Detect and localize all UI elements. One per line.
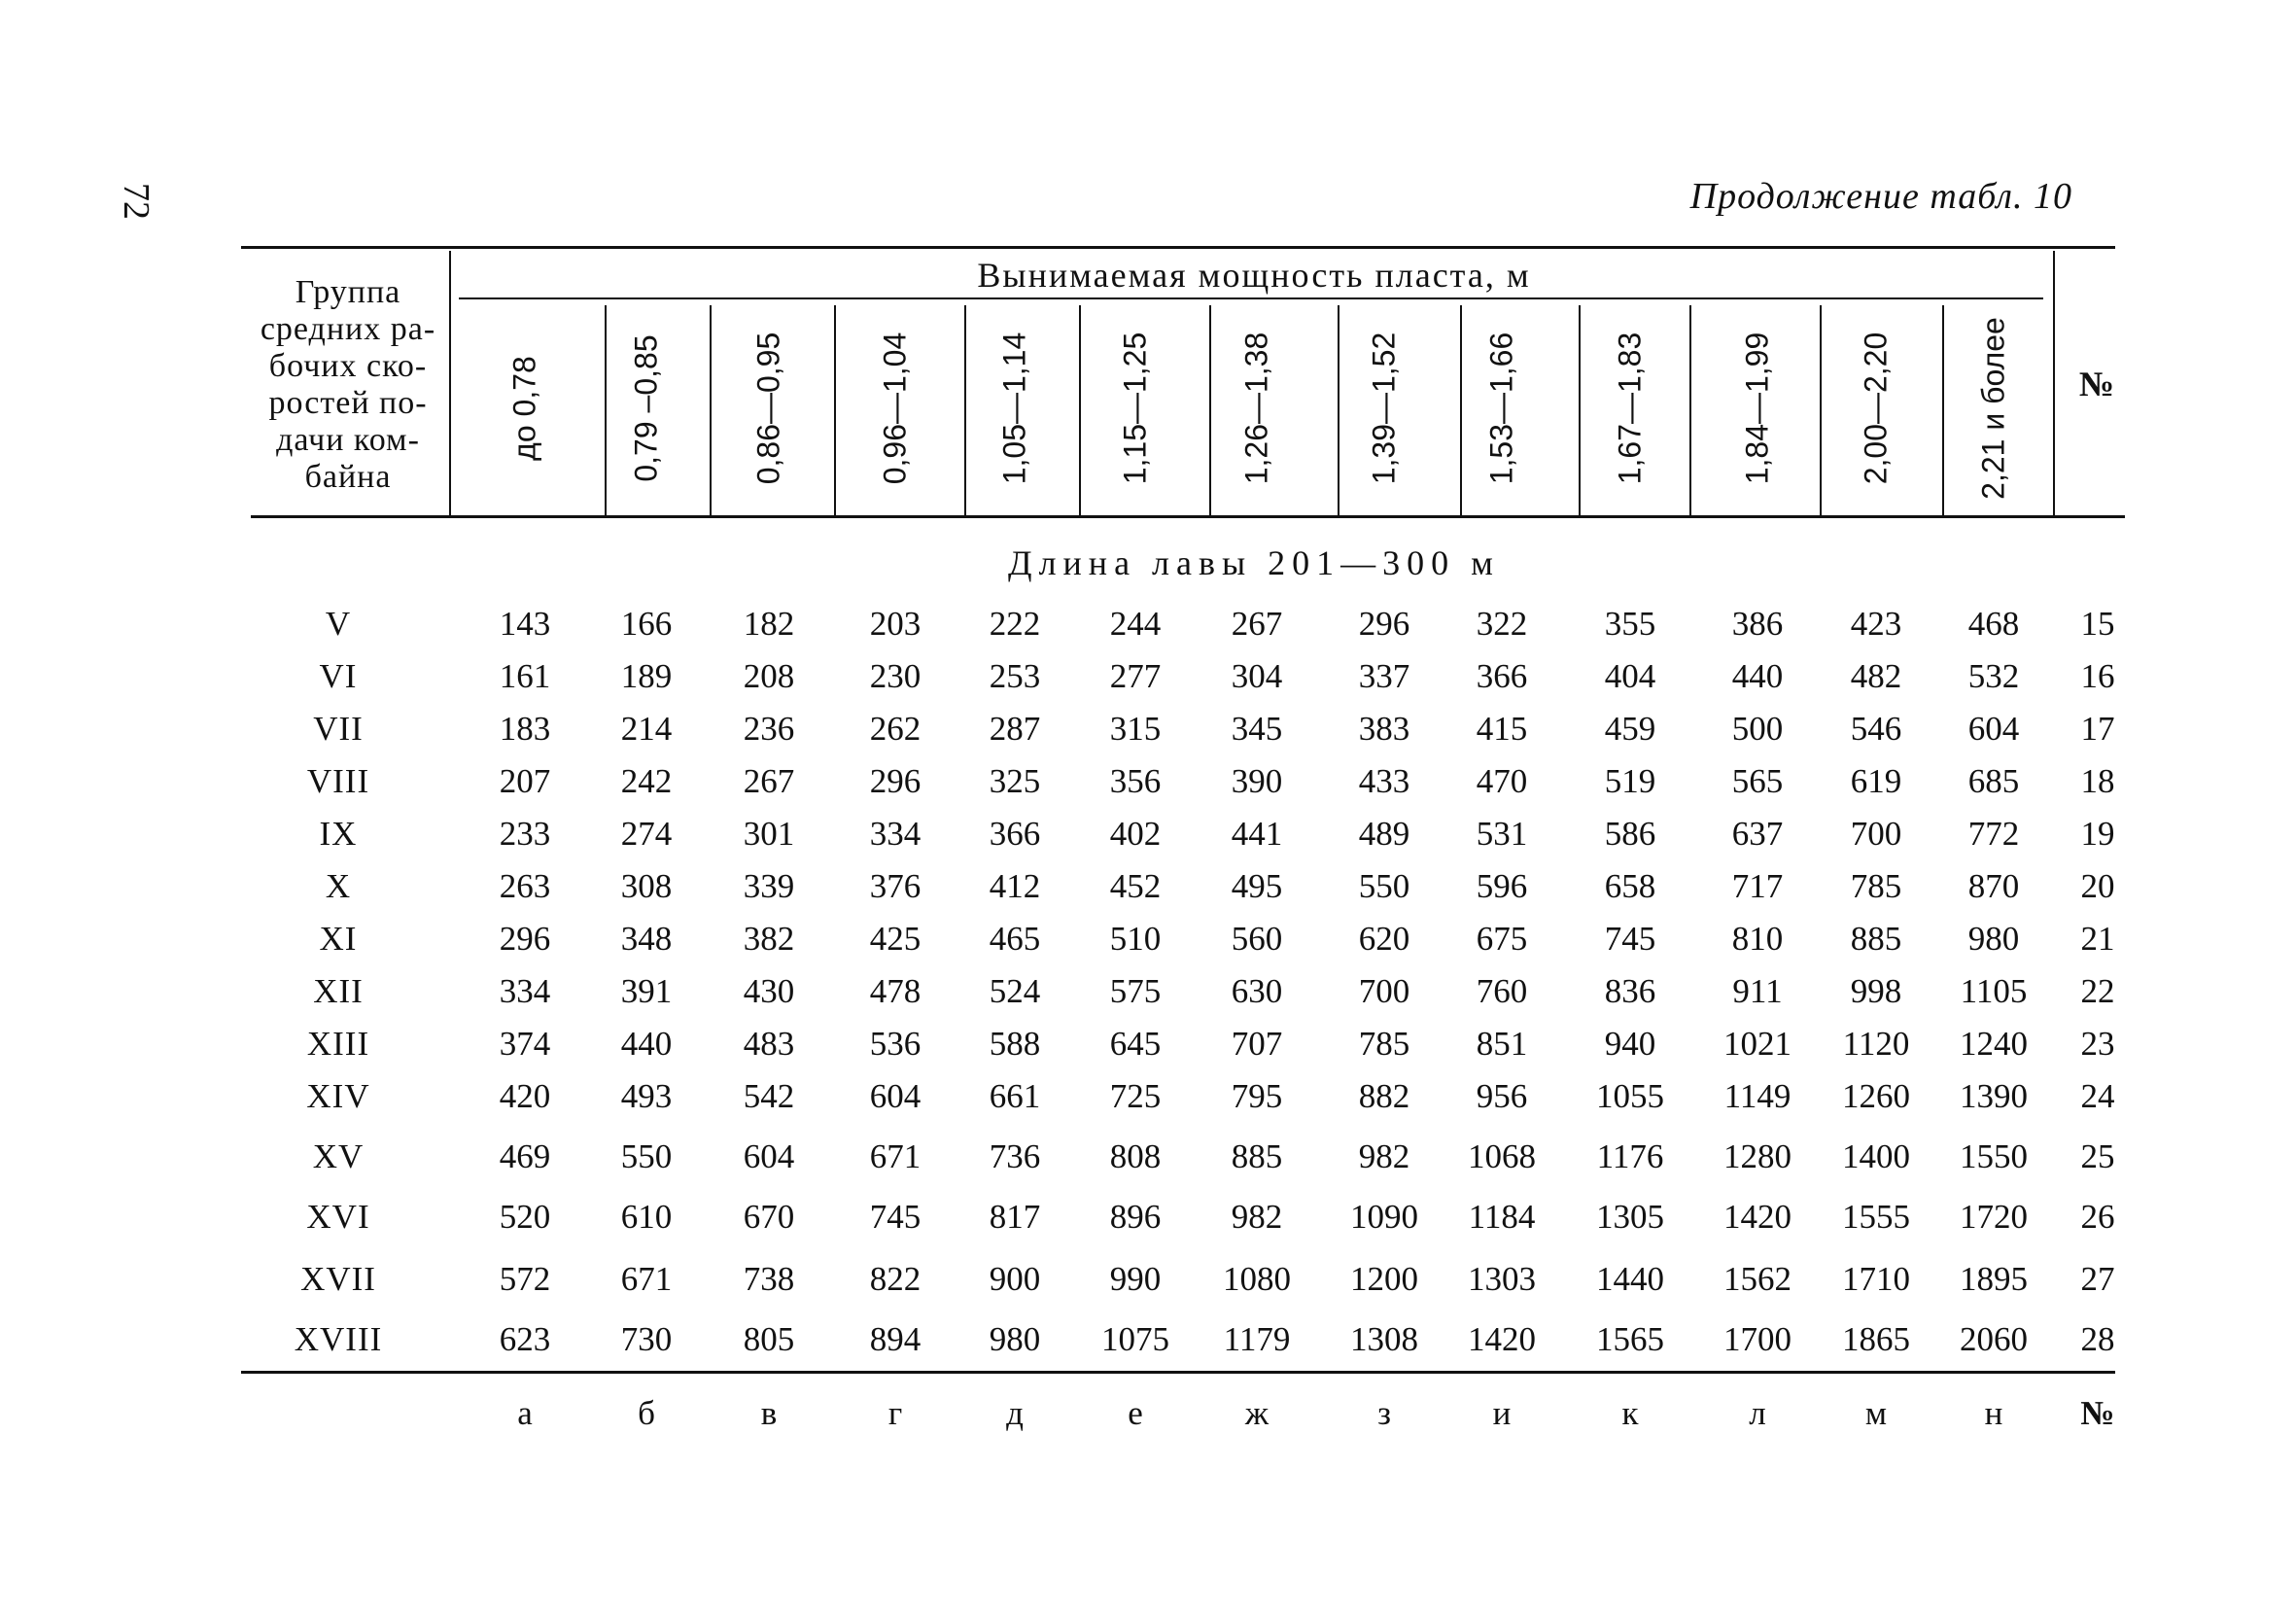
value-cell: 1184 [1468,1198,1536,1236]
value-cell: 161 [499,657,551,695]
column-letter: а [517,1394,533,1432]
value-cell: 236 [743,710,795,748]
value-cell: 415 [1476,710,1528,748]
thickness-column-label: 1,15—1,25 [1117,332,1153,485]
column-letter: г [887,1394,903,1432]
value-cell: 1555 [1842,1198,1910,1236]
value-cell: 301 [743,815,795,853]
group-label: XVI [306,1198,370,1236]
thickness-column-label: 1,67—1,83 [1612,332,1648,485]
group-column-header [251,274,445,496]
table-row [0,972,2296,1011]
value-cell: 1090 [1350,1198,1418,1236]
row-number: 18 [2080,762,2115,800]
column-divider [1820,305,1822,515]
value-cell: 1308 [1350,1320,1418,1358]
value-cell: 885 [1850,920,1902,958]
value-cell: 670 [743,1198,795,1236]
value-cell: 661 [989,1077,1041,1115]
value-cell: 700 [1358,972,1410,1010]
value-cell: 495 [1231,867,1283,905]
value-cell: 376 [869,867,922,905]
table-row [0,1198,2296,1237]
value-cell: 230 [869,657,922,695]
value-cell: 542 [743,1077,795,1115]
value-cell: 296 [869,762,922,800]
value-cell: 510 [1109,920,1162,958]
value-cell: 478 [869,972,922,1010]
value-cell: 671 [620,1260,673,1298]
value-cell: 296 [499,920,551,958]
group-label: XIII [306,1025,370,1063]
column-letter: б [638,1394,655,1432]
value-cell: 308 [620,867,673,905]
value-cell: 896 [1109,1198,1162,1236]
value-cell: 404 [1604,657,1656,695]
value-cell: 1149 [1723,1077,1792,1115]
value-cell: 423 [1850,605,1902,643]
row-number: 15 [2080,605,2115,643]
value-cell: 1562 [1723,1260,1792,1298]
value-cell: 604 [743,1137,795,1175]
value-cell: 565 [1731,762,1784,800]
value-cell: 575 [1109,972,1162,1010]
column-divider [605,305,607,515]
group-label: XIV [306,1077,370,1115]
group-col-divider [449,251,451,515]
value-cell: 383 [1358,710,1410,748]
row-number: 17 [2080,710,2115,748]
value-cell: 1240 [1960,1025,2028,1063]
value-cell: 337 [1358,657,1410,695]
value-cell: 325 [989,762,1041,800]
value-cell: 214 [620,710,673,748]
value-cell: 1440 [1596,1260,1664,1298]
value-cell: 465 [989,920,1041,958]
section-title: Длина лавы 201—300 м [1008,543,1500,582]
value-cell: 433 [1358,762,1410,800]
value-cell: 1280 [1723,1137,1792,1175]
value-cell: 469 [499,1137,551,1175]
value-cell: 483 [743,1025,795,1063]
value-cell: 348 [620,920,673,958]
value-cell: 277 [1109,657,1162,695]
value-cell: 998 [1850,972,1902,1010]
row-number: 28 [2080,1320,2115,1358]
value-cell: 760 [1476,972,1528,1010]
value-cell: 430 [743,972,795,1010]
value-cell: 894 [869,1320,922,1358]
value-cell: 274 [620,815,673,853]
value-cell: 956 [1476,1077,1528,1115]
value-cell: 402 [1109,815,1162,853]
thickness-column-label: 2,00—2,20 [1858,332,1894,485]
value-cell: 817 [989,1198,1041,1236]
value-cell: 459 [1604,710,1656,748]
value-cell: 452 [1109,867,1162,905]
value-cell: 736 [989,1137,1041,1175]
table-row [0,710,2296,749]
table-row [0,1077,2296,1116]
table-row [0,1025,2296,1064]
value-cell: 391 [620,972,673,1010]
value-cell: 207 [499,762,551,800]
value-cell: 980 [989,1320,1041,1358]
column-letter: в [760,1394,778,1432]
row-number: 27 [2080,1260,2115,1298]
page-number: 72 [116,183,157,220]
value-cell: 1700 [1723,1320,1792,1358]
column-letter: л [1749,1394,1766,1432]
value-cell: 468 [1967,605,2020,643]
value-cell: 440 [620,1025,673,1063]
row-number: 23 [2080,1025,2115,1063]
value-cell: 911 [1732,972,1783,1010]
value-cell: 345 [1231,710,1283,748]
value-cell: 390 [1231,762,1283,800]
group-header-line: ростей по- [268,385,428,421]
value-cell: 730 [620,1320,673,1358]
column-divider [1338,305,1339,515]
value-cell: 166 [620,605,673,643]
value-cell: 500 [1731,710,1784,748]
value-cell: 263 [499,867,551,905]
body-bottom-rule [241,1371,2115,1374]
value-cell: 489 [1358,815,1410,853]
value-cell: 374 [499,1025,551,1063]
value-cell: 738 [743,1260,795,1298]
value-cell: 482 [1850,657,1902,695]
value-cell: 441 [1231,815,1283,853]
table-row [0,920,2296,959]
value-cell: 707 [1231,1025,1283,1063]
value-cell: 604 [869,1077,922,1115]
thickness-super-header: Вынимаемая мощность пласта, м [977,256,1531,295]
value-cell: 885 [1231,1137,1283,1175]
value-cell: 596 [1476,867,1528,905]
value-cell: 1260 [1842,1077,1910,1115]
value-cell: 546 [1850,710,1902,748]
column-divider [1942,305,1944,515]
value-cell: 836 [1604,972,1656,1010]
value-cell: 1200 [1350,1260,1418,1298]
table-row [0,867,2296,906]
value-cell: 536 [869,1025,922,1063]
value-cell: 900 [989,1260,1041,1298]
value-cell: 532 [1967,657,2020,695]
value-cell: 623 [499,1320,551,1358]
value-cell: 1390 [1960,1077,2028,1115]
column-letter: н [1984,1394,2003,1432]
thickness-column-label: 1,05—1,14 [996,332,1032,485]
column-letter: и [1492,1394,1512,1432]
group-label: VI [319,657,358,695]
group-label: X [325,867,352,905]
value-cell: 524 [989,972,1041,1010]
group-header-line: байна [304,459,392,495]
value-cell: 810 [1731,920,1784,958]
value-cell: 242 [620,762,673,800]
column-letter: м [1864,1394,1888,1432]
value-cell: 244 [1109,605,1162,643]
group-label: IX [319,815,358,853]
value-cell: 725 [1109,1077,1162,1115]
value-cell: 1080 [1223,1260,1291,1298]
column-letter: е [1128,1394,1143,1432]
row-number: 19 [2080,815,2115,853]
value-cell: 470 [1476,762,1528,800]
value-cell: 1303 [1468,1260,1536,1298]
group-label: V [325,605,352,643]
value-cell: 493 [620,1077,673,1115]
value-cell: 183 [499,710,551,748]
value-cell: 267 [1231,605,1283,643]
value-cell: 1710 [1842,1260,1910,1298]
value-cell: 982 [1358,1137,1410,1175]
number-column-header: № [2078,365,2115,403]
thickness-column-label: 0,96—1,04 [877,332,913,485]
footer-number-label: № [2080,1394,2115,1432]
value-cell: 550 [1358,867,1410,905]
header-bottom-rule [251,515,2125,518]
value-cell: 685 [1967,762,2020,800]
value-cell: 675 [1476,920,1528,958]
thickness-column-label: 1,53—1,66 [1483,332,1519,485]
row-number: 22 [2080,972,2115,1010]
column-divider [964,305,966,515]
value-cell: 610 [620,1198,673,1236]
table-row [0,605,2296,644]
table-row [0,1260,2296,1299]
value-cell: 355 [1604,605,1656,643]
value-cell: 882 [1358,1077,1410,1115]
value-cell: 717 [1731,867,1784,905]
value-cell: 785 [1850,867,1902,905]
value-cell: 822 [869,1260,922,1298]
value-cell: 382 [743,920,795,958]
column-letter: з [1377,1394,1391,1432]
value-cell: 805 [743,1320,795,1358]
value-cell: 1305 [1596,1198,1664,1236]
value-cell: 1179 [1223,1320,1291,1358]
value-cell: 519 [1604,762,1656,800]
value-cell: 1895 [1960,1260,2028,1298]
value-cell: 315 [1109,710,1162,748]
group-label: VII [313,710,364,748]
column-divider [1079,305,1081,515]
value-cell: 619 [1850,762,1902,800]
value-cell: 356 [1109,762,1162,800]
group-label: XII [313,972,364,1010]
value-cell: 1105 [1960,972,2028,1010]
value-cell: 588 [989,1025,1041,1063]
thickness-column-label: 0,79 –0,85 [628,334,664,482]
value-cell: 1420 [1468,1320,1536,1358]
value-cell: 980 [1967,920,2020,958]
super-head-rule [459,297,2043,299]
value-cell: 745 [1604,920,1656,958]
group-label: VIII [306,762,370,800]
value-cell: 700 [1850,815,1902,853]
row-number: 21 [2080,920,2115,958]
row-number: 26 [2080,1198,2115,1236]
value-cell: 386 [1731,605,1784,643]
value-cell: 304 [1231,657,1283,695]
value-cell: 222 [989,605,1041,643]
value-cell: 1550 [1960,1137,2028,1175]
value-cell: 233 [499,815,551,853]
value-cell: 366 [1476,657,1528,695]
value-cell: 645 [1109,1025,1162,1063]
thickness-column-label: до 0,78 [506,356,542,461]
value-cell: 520 [499,1198,551,1236]
value-cell: 420 [499,1077,551,1115]
value-cell: 990 [1109,1260,1162,1298]
value-cell: 772 [1967,815,2020,853]
group-header-line: дачи ком- [276,422,420,458]
value-cell: 189 [620,657,673,695]
table-caption: Продолжение табл. 10 [1689,176,2072,217]
value-cell: 870 [1967,867,2020,905]
row-number: 25 [2080,1137,2115,1175]
column-divider [1460,305,1462,515]
value-cell: 262 [869,710,922,748]
column-divider [834,305,836,515]
value-cell: 851 [1476,1025,1528,1063]
value-cell: 296 [1358,605,1410,643]
value-cell: 671 [869,1137,922,1175]
value-cell: 630 [1231,972,1283,1010]
value-cell: 572 [499,1260,551,1298]
group-label: XVIII [294,1320,383,1358]
value-cell: 412 [989,867,1041,905]
value-cell: 1055 [1596,1077,1664,1115]
column-divider [1209,305,1211,515]
value-cell: 203 [869,605,922,643]
group-header-line: средних ра- [260,311,436,347]
value-cell: 2060 [1960,1320,2028,1358]
column-divider [1579,305,1581,515]
value-cell: 334 [869,815,922,853]
value-cell: 560 [1231,920,1283,958]
value-cell: 808 [1109,1137,1162,1175]
thickness-column-label: 0,86—0,95 [750,332,786,485]
group-label: XVII [300,1260,376,1298]
value-cell: 1075 [1101,1320,1169,1358]
value-cell: 586 [1604,815,1656,853]
value-cell: 322 [1476,605,1528,643]
value-cell: 637 [1731,815,1784,853]
group-header-line: бочих ско- [268,348,428,384]
value-cell: 785 [1358,1025,1410,1063]
thickness-column-label: 2,21 и более [1975,317,2011,500]
column-letter: д [1006,1394,1024,1432]
table-row [0,1137,2296,1176]
table-row [0,762,2296,801]
value-cell: 143 [499,605,551,643]
value-cell: 1865 [1842,1320,1910,1358]
value-cell: 1720 [1960,1198,2028,1236]
value-cell: 1176 [1596,1137,1664,1175]
value-cell: 334 [499,972,551,1010]
table-row [0,1320,2296,1359]
group-header-line: Группа [295,274,401,310]
thickness-column-label: 1,26—1,38 [1238,332,1274,485]
value-cell: 982 [1231,1198,1283,1236]
value-cell: 658 [1604,867,1656,905]
value-cell: 531 [1476,815,1528,853]
column-divider [710,305,712,515]
value-cell: 208 [743,657,795,695]
thickness-column-label: 1,39—1,52 [1366,332,1402,485]
value-cell: 267 [743,762,795,800]
group-label: XV [312,1137,365,1175]
row-number: 20 [2080,867,2115,905]
top-rule [241,246,2115,249]
value-cell: 940 [1604,1025,1656,1063]
value-cell: 620 [1358,920,1410,958]
value-cell: 182 [743,605,795,643]
group-label: XI [319,920,358,958]
value-cell: 1120 [1842,1025,1910,1063]
value-cell: 339 [743,867,795,905]
value-cell: 1565 [1596,1320,1664,1358]
value-cell: 1021 [1723,1025,1792,1063]
column-letter: к [1621,1394,1639,1432]
column-divider [1689,305,1691,515]
table-row [0,657,2296,696]
value-cell: 440 [1731,657,1784,695]
column-letter: ж [1244,1394,1270,1432]
row-number: 24 [2080,1077,2115,1115]
value-cell: 366 [989,815,1041,853]
value-cell: 287 [989,710,1041,748]
thickness-column-label: 1,84—1,99 [1739,332,1775,485]
value-cell: 253 [989,657,1041,695]
row-number: 16 [2080,657,2115,695]
value-cell: 425 [869,920,922,958]
value-cell: 1400 [1842,1137,1910,1175]
value-cell: 604 [1967,710,2020,748]
value-cell: 1068 [1468,1137,1536,1175]
table-row [0,815,2296,854]
value-cell: 795 [1231,1077,1283,1115]
value-cell: 550 [620,1137,673,1175]
value-cell: 1420 [1723,1198,1792,1236]
value-cell: 745 [869,1198,922,1236]
